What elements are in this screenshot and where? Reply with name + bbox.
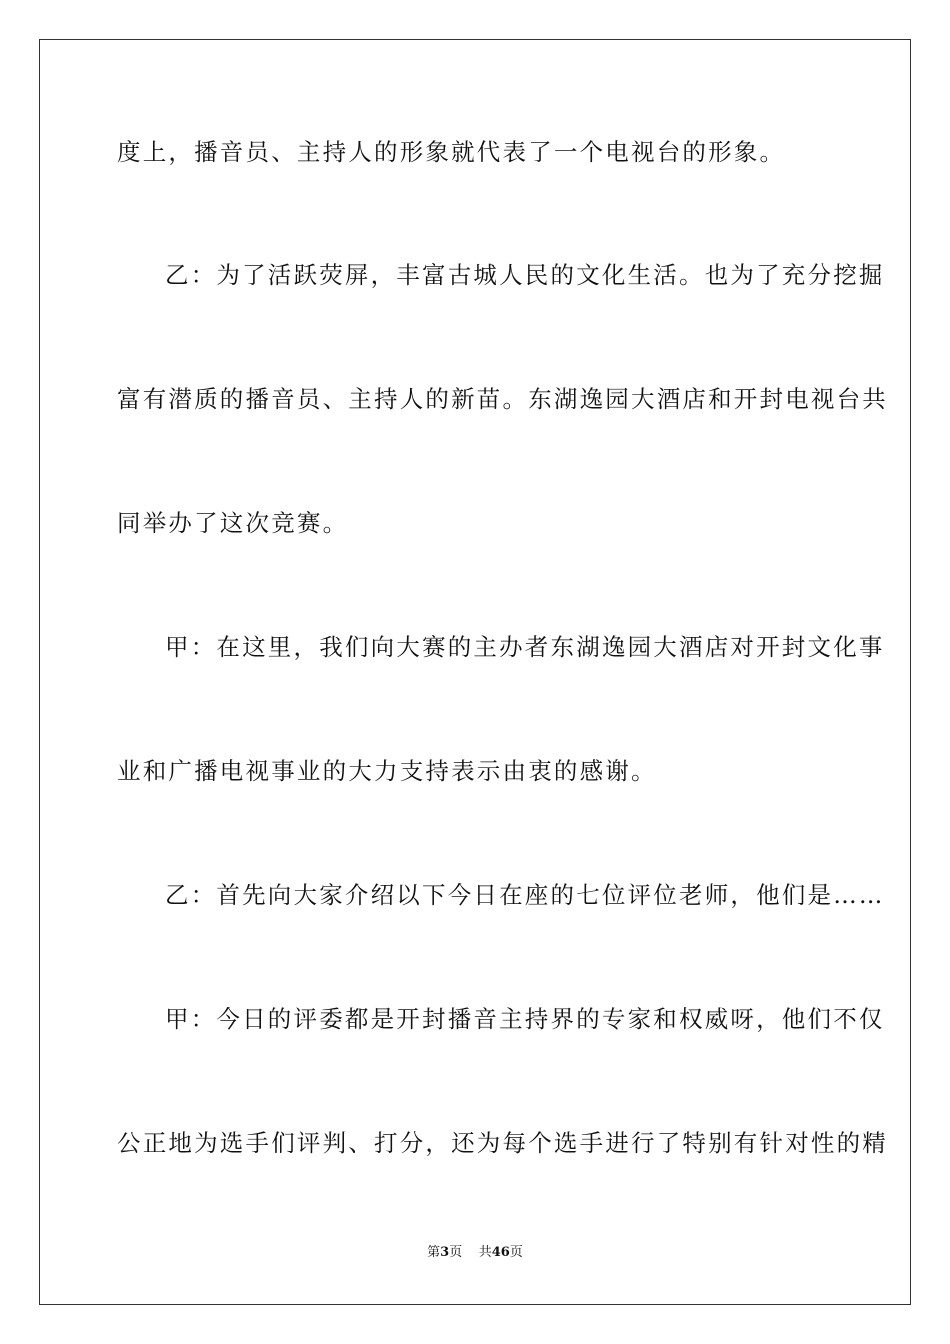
page-number: 3	[440, 1245, 450, 1260]
text-line-7: 乙：首先向大家介绍以下今日在座的七位评位老师，他们是……	[165, 881, 885, 909]
total-pages: 46	[491, 1245, 510, 1260]
page-prefix: 第	[427, 1245, 441, 1260]
text-line-3: 富有潜质的播音员、主持人的新苗。东湖逸园大酒店和开封电视台共	[117, 385, 888, 413]
page-footer	[0, 1244, 950, 1262]
text-line-4: 同举办了这次竞赛。	[117, 509, 349, 537]
text-line-9: 公正地为选手们评判、打分，还为每个选手进行了特别有针对性的精	[117, 1129, 888, 1157]
total-suffix: 页	[509, 1245, 523, 1260]
page-suffix: 页	[449, 1245, 463, 1260]
page-border	[39, 39, 911, 1305]
total-prefix: 共	[478, 1245, 492, 1260]
text-line-6: 业和广播电视事业的大力支持表示由衷的感谢。	[117, 757, 657, 785]
text-line-8: 甲：今日的评委都是开封播音主持界的专家和权威呀，他们不仅	[165, 1005, 885, 1033]
text-line-1: 度上，播音员、主持人的形象就代表了一个电视台的形象。	[117, 138, 786, 166]
text-line-5: 甲：在这里，我们向大赛的主办者东湖逸园大酒店对开封文化事	[165, 633, 885, 661]
text-line-2: 乙：为了活跃荧屏，丰富古城人民的文化生活。也为了充分挖掘	[165, 261, 885, 289]
